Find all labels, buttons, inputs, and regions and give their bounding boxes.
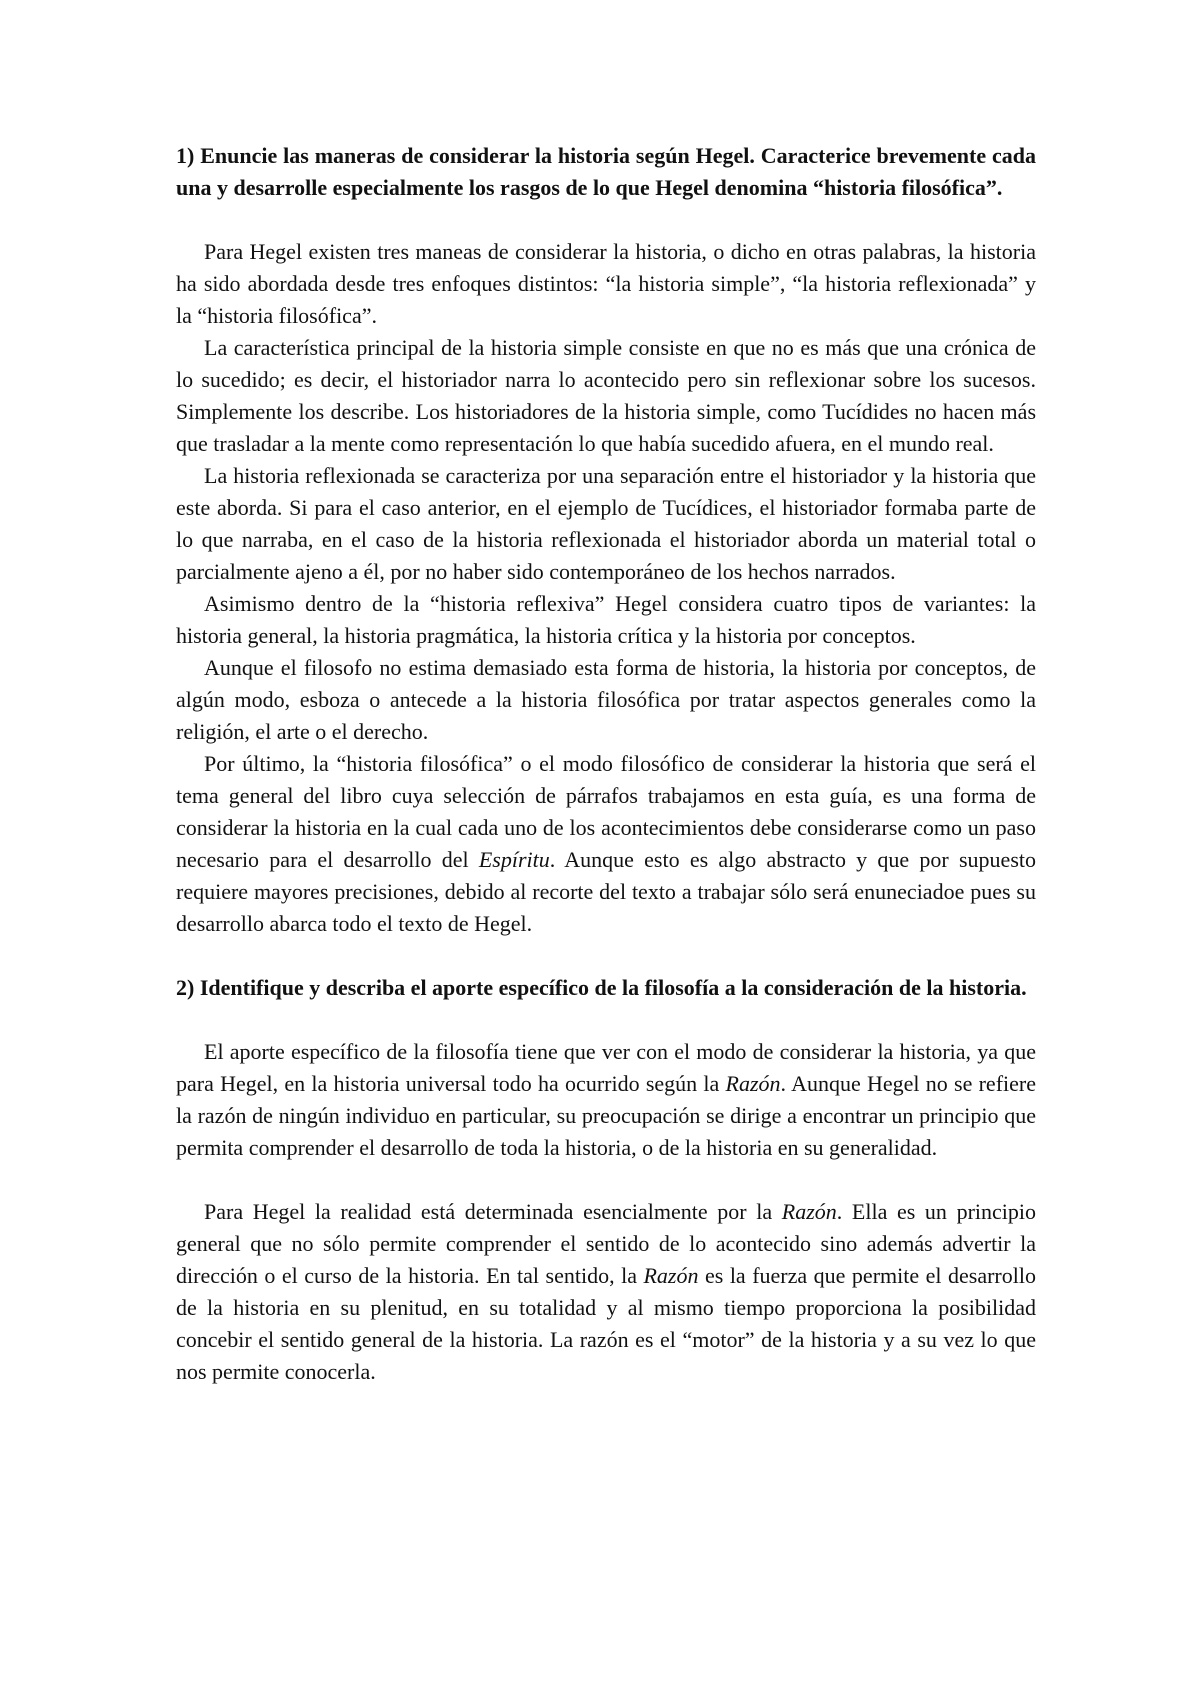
paragraph	[176, 1036, 1036, 1164]
paragraph	[176, 1196, 1036, 1388]
emphasis: Razón	[781, 1199, 837, 1224]
question-1-heading: 1) Enuncie las maneras de considerar la historia según Hegel. Caracterice brevemente cada una y desarrolle especialmente los rasgos de lo que Hegel denomina “historia filosófica”.	[176, 143, 1036, 200]
text-run: . Aunque Hegel no se refiere la razón de ningún individuo en particular, su preocupación se dirige a encontrar un principio que permita comprender el desarrollo de toda la historia, o de la historia en su generalidad.	[176, 1071, 1036, 1160]
text-run: Para Hegel la realidad está determinada esencialmente por la	[204, 1199, 782, 1224]
paragraph: La característica principal de la historia simple consiste en que no es más que una crónica de lo sucedido; es decir, el historiador narra lo acontecido pero sin reflexionar sobre los sucesos. Simplemente los describe. Los historiadores de la historia simple, como Tucídides no hacen más que trasladar a la mente como representación lo que había sucedido afuera, en el mundo real.	[176, 335, 1036, 456]
text-run: . Ella es un principio general que no sólo permite comprender el sentido de lo acontecido sino además advertir la dirección o el curso de la historia. En tal sentido, la	[176, 1199, 1036, 1288]
paragraph: Asimismo dentro de la “historia reflexiva” Hegel considera cuatro tipos de variantes: la historia general, la historia pragmática, la historia crítica y la historia por conceptos.	[176, 591, 1036, 648]
paragraph: Para Hegel existen tres maneas de considerar la historia, o dicho en otras palabras, la historia ha sido abordada desde tres enfoques distintos: “la historia simple”, “la historia reflexionada” y la “historia filosófica”.	[176, 239, 1036, 328]
text-run: . Aunque esto es algo abstracto y que por supuesto requiere mayores precisiones, debido al recorte del texto a trabajar sólo será enuneciadoe pues su desarrollo abarca todo el texto de Hegel.	[176, 847, 1036, 936]
text-run: Por último, la “historia filosófica” o el modo filosófico de considerar la historia que será el tema general del libro cuya selección de párrafos trabajamos en esta guía, es una forma de considerar la historia en la cual cada uno de los acontecimientos debe considerarse como un paso necesario para el desarrollo del	[176, 751, 1036, 872]
text-run: es la fuerza que permite el desarrollo de la historia en su plenitud, en su totalidad y al mismo tiempo proporciona la posibilidad concebir el sentido general de la historia. La razón es el “motor” de la historia y a su vez lo que nos permite conocerla.	[176, 1263, 1036, 1384]
document-page	[176, 140, 1036, 1388]
paragraph	[176, 748, 1036, 940]
emphasis: Razón	[725, 1071, 781, 1096]
question-2-heading: 2) Identifique y describa el aporte específico de la filosofía a la consideración de la historia.	[176, 975, 1027, 1000]
paragraph: Aunque el filosofo no estima demasiado esta forma de historia, la historia por conceptos, de algún modo, esboza o antecede a la historia filosófica por tratar aspectos generales como la religión, el arte o el derecho.	[176, 655, 1036, 744]
emphasis: Razón	[643, 1263, 699, 1288]
text-run: El aporte específico de la filosofía tiene que ver con el modo de considerar la historia, ya que para Hegel, en la historia universal todo ha ocurrido según la	[176, 1039, 1036, 1096]
emphasis: Espíritu	[478, 847, 550, 872]
paragraph: La historia reflexionada se caracteriza por una separación entre el historiador y la historia que este aborda. Si para el caso anterior, en el ejemplo de Tucídices, el historiador formaba parte de lo que narraba, en el caso de la historia reflexionada el historiador aborda un material total o parcialmente ajeno a él, por no haber sido contemporáneo de los hechos narrados.	[176, 463, 1036, 584]
